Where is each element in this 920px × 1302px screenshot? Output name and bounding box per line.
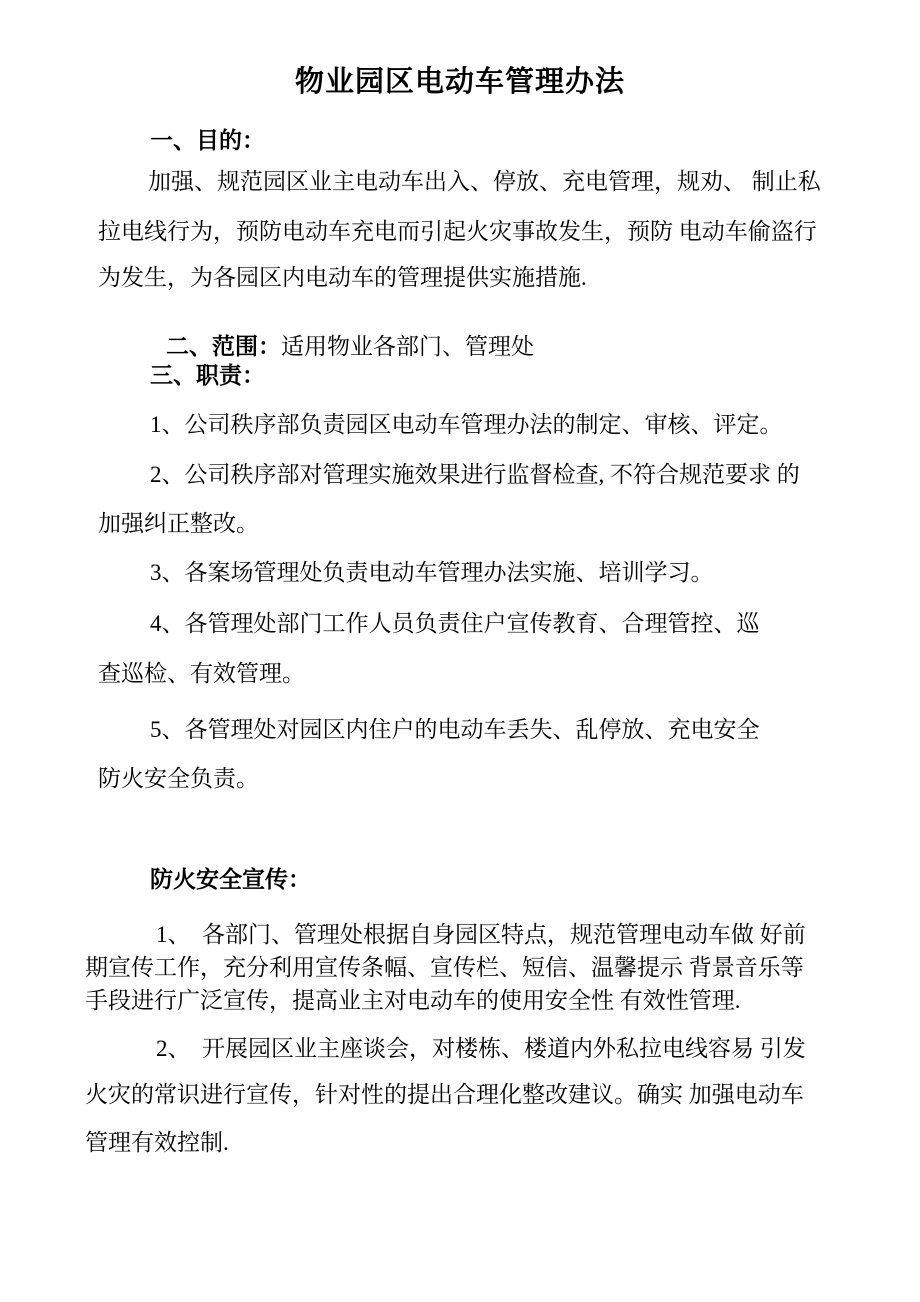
heading-scope-label: 二、范围：: [166, 333, 281, 360]
heading-duties: 三、职责：: [150, 362, 265, 388]
heading-purpose: 一、目的：: [150, 127, 265, 153]
scope-text: 适用物业各部门、管理处: [281, 334, 534, 360]
purpose-line-1: 加强、规范园区业主电动车出入、停放、充电管理，规劝、 制止私: [148, 169, 821, 194]
duty-item-4-line-2: 查巡检、有效管理。: [98, 661, 305, 686]
duty-item-5-line-1: 5、各管理处对园区内住户的电动车丢失、乱停放、充电安全: [150, 717, 760, 742]
document-title: 物业园区电动车管理办法: [294, 66, 625, 98]
duty-item-4-line-1: 4、各管理处部门工作人员负责住户宣传教育、合理管控、巡: [150, 611, 760, 636]
fire-item-2-line-2: 火灾的常识进行宣传，针对性的提出合理化整改建议。确实 加强电动车: [85, 1082, 804, 1107]
fire-item-1-line-3: 手段进行广泛宣传，提高业主对电动车的使用安全性 有效性管理.: [85, 988, 741, 1013]
duty-item-3: 3、各案场管理处负责电动车管理办法实施、培训学习。: [150, 560, 714, 585]
duty-item-5-line-2: 防火安全负责。: [98, 766, 259, 791]
fire-item-1-line-2: 期宣传工作，充分利用宣传条幅、宣传栏、短信、温馨提示 背景音乐等: [85, 955, 804, 980]
fire-item-1-line-1: 1、 各部门、管理处根据自身园区特点，规范管理电动车做 好前: [156, 922, 806, 947]
fire-item-2-line-1: 2、 开展园区业主座谈会，对楼栋、楼道内外私拉电线容易 引发: [156, 1036, 806, 1061]
purpose-line-3: 为发生，为各园区内电动车的管理提供实施措施.: [98, 265, 587, 290]
duty-item-2-line-2: 加强纠正整改。: [98, 511, 259, 536]
purpose-line-2: 拉电线行为，预防电动车充电而引起火灾事故发生，预防 电动车偷盗行: [98, 219, 817, 244]
heading-fire-safety: 防火安全宣传：: [150, 866, 311, 892]
duty-item-1: 1、公司秩序部负责园区电动车管理办法的制定、审核、评定。: [150, 412, 783, 437]
duty-item-2-line-1: 2、公司秩序部对管理实施效果进行监督检查, 不符合规范要求 的: [150, 462, 800, 487]
fire-item-2-line-3: 管理有效控制.: [85, 1130, 229, 1155]
